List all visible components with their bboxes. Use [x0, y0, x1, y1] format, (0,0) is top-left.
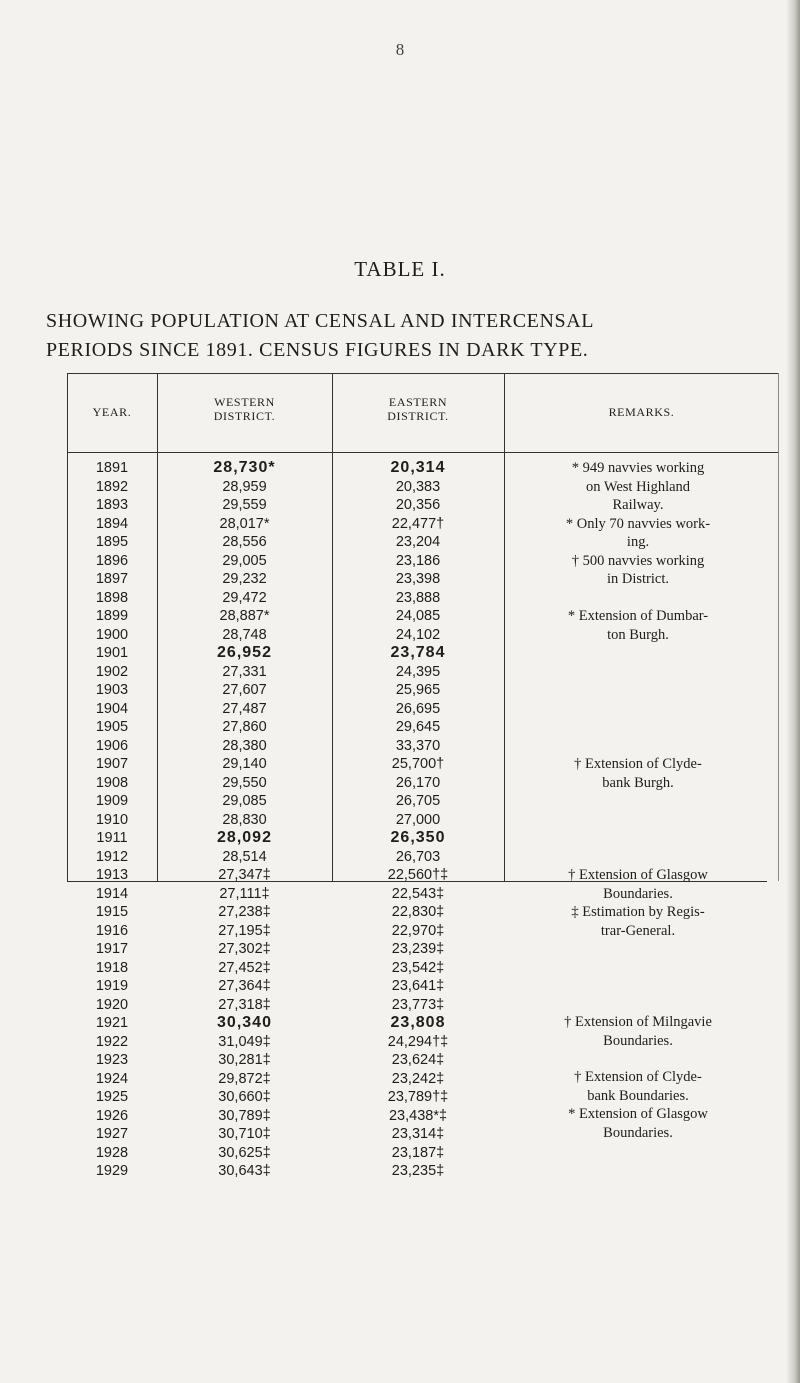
eastern-district-cell: 22,477†	[391, 515, 445, 532]
remark-3-line-1: † 500 navvies working	[571, 552, 705, 569]
eastern-district-cell: 27,000	[395, 811, 441, 828]
page-edge-shadow	[786, 0, 800, 1383]
western-district-cell: 28,017*	[219, 515, 270, 532]
remark-9	[507, 1068, 769, 1105]
eastern-district-cell: 23,888	[395, 589, 441, 606]
remark-5-line-1: † Extension of Clyde-	[574, 756, 702, 772]
year-cell: 1897	[95, 571, 129, 587]
year-cell: 1922	[95, 1033, 129, 1050]
western-district-cell: 28,092	[217, 829, 272, 846]
western-district-column	[157, 459, 332, 1181]
remark-3-line-2: in District.	[606, 571, 670, 587]
year-cell: 1899	[95, 608, 129, 624]
eastern-district-cell: 22,543‡	[391, 885, 445, 902]
year-cell: 1916	[95, 922, 129, 939]
year-cell: 1913	[95, 867, 129, 883]
western-district-cell: 27,487	[222, 700, 267, 717]
remark-1-line-3: Railway.	[612, 497, 664, 513]
header-year-label: YEAR.	[92, 405, 132, 419]
eastern-district-cell: 23,186	[395, 552, 441, 569]
western-district-cell: 28,830	[222, 811, 267, 828]
eastern-district-cell: 23,542‡	[391, 959, 445, 976]
eastern-district-cell: 24,294†‡	[387, 1033, 449, 1050]
remark-8-line-2: Boundaries.	[603, 1032, 673, 1049]
western-district-cell: 27,860	[222, 719, 267, 735]
year-cell: 1901	[95, 645, 129, 661]
year-cell: 1900	[95, 626, 129, 643]
western-district-cell: 30,660‡	[218, 1089, 271, 1105]
western-district-cell: 29,005	[222, 552, 267, 569]
year-cell: 1917	[95, 941, 129, 957]
eastern-district-cell: 23,773‡	[391, 996, 445, 1013]
western-district-cell: 29,472	[222, 589, 267, 606]
eastern-district-column	[332, 459, 504, 1181]
western-district-cell: 29,872‡	[218, 1070, 271, 1087]
remark-10-line-2: Boundaries.	[603, 1124, 673, 1141]
eastern-district-cell: 24,102	[395, 626, 441, 643]
table-header-rule	[67, 452, 779, 453]
eastern-district-cell: 22,970‡	[391, 922, 445, 939]
western-district-cell: 30,340	[217, 1014, 272, 1031]
western-district-cell: 28,380	[222, 737, 267, 754]
eastern-district-cell: 23,784	[390, 644, 446, 661]
year-cell: 1924	[95, 1070, 129, 1087]
remark-4	[507, 607, 769, 644]
year-cell: 1912	[95, 848, 129, 865]
table-top-rule	[67, 373, 779, 374]
table-title: TABLE I.	[354, 257, 446, 281]
year-cell: 1918	[95, 959, 129, 976]
eastern-district-cell: 22,560†‡	[387, 867, 449, 883]
year-cell: 1927	[95, 1126, 129, 1142]
year-cell: 1923	[95, 1052, 129, 1068]
eastern-district-cell: 25,965	[395, 682, 441, 698]
remark-10	[507, 1105, 769, 1142]
header-year	[67, 405, 157, 419]
western-district-cell: 27,238‡	[218, 904, 271, 920]
eastern-district-cell: 29,645	[395, 719, 441, 735]
year-cell: 1904	[95, 700, 129, 717]
remark-7	[507, 903, 769, 940]
remark-10-line-1: * Extension of Glasgow	[568, 1106, 708, 1122]
year-cell: 1892	[95, 478, 129, 495]
eastern-district-cell: 20,383	[395, 478, 441, 495]
year-cell: 1915	[95, 904, 129, 920]
year-cell: 1926	[95, 1107, 129, 1124]
remark-6-line-1: † Extension of Glasgow	[568, 867, 708, 883]
western-district-cell: 27,331	[222, 663, 267, 680]
year-cell: 1902	[95, 663, 129, 680]
header-eastern	[332, 395, 504, 423]
remark-6	[507, 866, 769, 903]
western-district-cell: 29,550	[222, 774, 267, 791]
year-cell: 1919	[95, 978, 129, 994]
western-district-cell: 29,085	[222, 793, 267, 809]
eastern-district-cell: 26,695	[395, 700, 441, 717]
eastern-district-cell: 20,356	[395, 497, 441, 513]
western-district-cell: 28,730*	[213, 459, 276, 476]
western-district-cell: 29,140	[222, 756, 267, 772]
remark-3	[507, 552, 769, 589]
remark-4-line-1: * Extension of Dumbar-	[567, 608, 709, 624]
header-remarks-label: REMARKS.	[608, 405, 675, 419]
table-subtitle-line2: PERIODS SINCE 1891. CENSUS FIGURES IN DARK TYPE.	[46, 339, 589, 361]
western-district-cell: 28,556	[222, 534, 267, 550]
year-cell: 1908	[95, 774, 129, 791]
remark-1	[507, 459, 769, 515]
western-district-cell: 30,789‡	[218, 1107, 271, 1124]
remark-2-line-2: ing.	[626, 534, 650, 550]
year-cell: 1909	[95, 793, 129, 809]
eastern-district-cell: 23,398	[395, 571, 441, 587]
eastern-district-cell: 23,242‡	[391, 1070, 445, 1087]
eastern-district-cell: 24,395	[395, 663, 441, 680]
western-district-cell: 28,959	[222, 478, 267, 495]
year-cell: 1925	[95, 1089, 129, 1105]
year-column	[67, 459, 157, 1181]
western-district-cell: 27,302‡	[218, 941, 271, 957]
eastern-district-cell: 23,438*‡	[388, 1107, 448, 1124]
year-cell: 1907	[95, 756, 129, 772]
western-district-cell: 27,452‡	[218, 959, 271, 976]
eastern-district-cell: 22,830‡	[391, 904, 445, 920]
remark-1-line-2: on West Highland	[585, 478, 691, 495]
remark-9-line-1: † Extension of Clyde-	[574, 1069, 702, 1085]
page-number: 8	[395, 40, 405, 59]
eastern-district-cell: 33,370	[395, 737, 441, 754]
year-cell: 1920	[95, 996, 129, 1013]
year-cell: 1903	[95, 682, 129, 698]
eastern-district-cell: 26,350	[390, 829, 446, 846]
year-cell: 1895	[95, 534, 129, 550]
year-cell: 1911	[96, 830, 128, 846]
remark-4-line-2: ton Burgh.	[607, 626, 669, 643]
remark-8	[507, 1013, 769, 1050]
remark-5-line-2: bank Burgh.	[602, 774, 674, 791]
eastern-district-cell: 23,808	[390, 1014, 446, 1031]
eastern-district-cell: 23,641‡	[391, 978, 445, 994]
year-cell: 1896	[95, 552, 129, 569]
eastern-district-cell: 26,170	[395, 774, 441, 791]
eastern-district-cell: 23,239‡	[391, 941, 445, 957]
western-district-cell: 27,347‡	[218, 867, 271, 883]
eastern-district-cell: 26,705	[395, 793, 441, 809]
western-district-cell: 30,643‡	[218, 1163, 271, 1179]
year-cell: 1906	[95, 737, 129, 754]
remark-1-line-1: * 949 navvies working	[571, 460, 705, 476]
western-district-cell: 27,364‡	[218, 978, 271, 994]
header-remarks	[504, 405, 779, 419]
western-district-cell: 30,625‡	[218, 1144, 271, 1161]
header-western-line2: DISTRICT.	[213, 409, 276, 423]
western-district-cell: 29,559	[222, 497, 267, 513]
western-district-cell: 27,318‡	[218, 996, 271, 1013]
eastern-district-cell: 20,314	[390, 459, 446, 476]
eastern-district-cell: 23,204	[395, 534, 441, 550]
column-rule-eastern	[504, 373, 505, 881]
remark-7-line-2: trar-General.	[600, 922, 676, 939]
remark-2-line-1: * Only 70 navvies work-	[565, 515, 711, 532]
western-district-cell: 30,710‡	[218, 1126, 271, 1142]
year-cell: 1929	[95, 1163, 129, 1179]
western-district-cell: 28,748	[222, 626, 267, 643]
western-district-cell: 28,514	[222, 848, 267, 865]
year-cell: 1893	[95, 497, 129, 513]
western-district-cell: 28,887*	[219, 608, 270, 624]
header-eastern-line2: DISTRICT.	[387, 409, 449, 423]
year-cell: 1894	[95, 515, 129, 532]
western-district-cell: 27,607	[222, 682, 267, 698]
table-right-rule	[778, 373, 779, 881]
eastern-district-cell: 23,624‡	[391, 1052, 445, 1068]
header-western	[157, 395, 332, 423]
eastern-district-cell: 25,700†	[391, 756, 445, 772]
remark-9-line-2: bank Boundaries.	[587, 1087, 689, 1104]
header-eastern-line1: EASTERN	[388, 395, 448, 409]
eastern-district-cell: 23,235‡	[391, 1163, 445, 1179]
eastern-district-cell: 23,314‡	[391, 1126, 445, 1142]
western-district-cell: 27,111‡	[219, 885, 270, 902]
year-cell: 1905	[95, 719, 129, 735]
remark-5	[507, 755, 769, 792]
year-cell: 1898	[95, 589, 129, 606]
remark-6-line-2: Boundaries.	[603, 885, 673, 902]
western-district-cell: 26,952	[217, 644, 272, 661]
year-cell: 1910	[95, 811, 129, 828]
eastern-district-cell: 23,187‡	[391, 1144, 445, 1161]
year-cell: 1921	[95, 1015, 129, 1031]
eastern-district-cell: 26,703	[395, 848, 441, 865]
western-district-cell: 29,232	[222, 571, 267, 587]
table-subtitle-line1: SHOWING POPULATION AT CENSAL AND INTERCENSAL	[46, 310, 595, 332]
remark-7-line-1: ‡ Estimation by Regis-	[571, 904, 705, 920]
remark-2	[507, 515, 769, 552]
eastern-district-cell: 24,085	[395, 608, 441, 624]
header-western-line1: WESTERN	[214, 395, 275, 409]
remark-8-line-1: † Extension of Milngavie	[564, 1014, 712, 1030]
year-cell: 1914	[95, 885, 129, 902]
eastern-district-cell: 23,789†‡	[387, 1089, 449, 1105]
western-district-cell: 30,281‡	[218, 1052, 271, 1068]
western-district-cell: 31,049‡	[218, 1033, 271, 1050]
year-cell: 1928	[95, 1144, 129, 1161]
western-district-cell: 27,195‡	[218, 922, 271, 939]
year-cell: 1891	[95, 460, 129, 476]
